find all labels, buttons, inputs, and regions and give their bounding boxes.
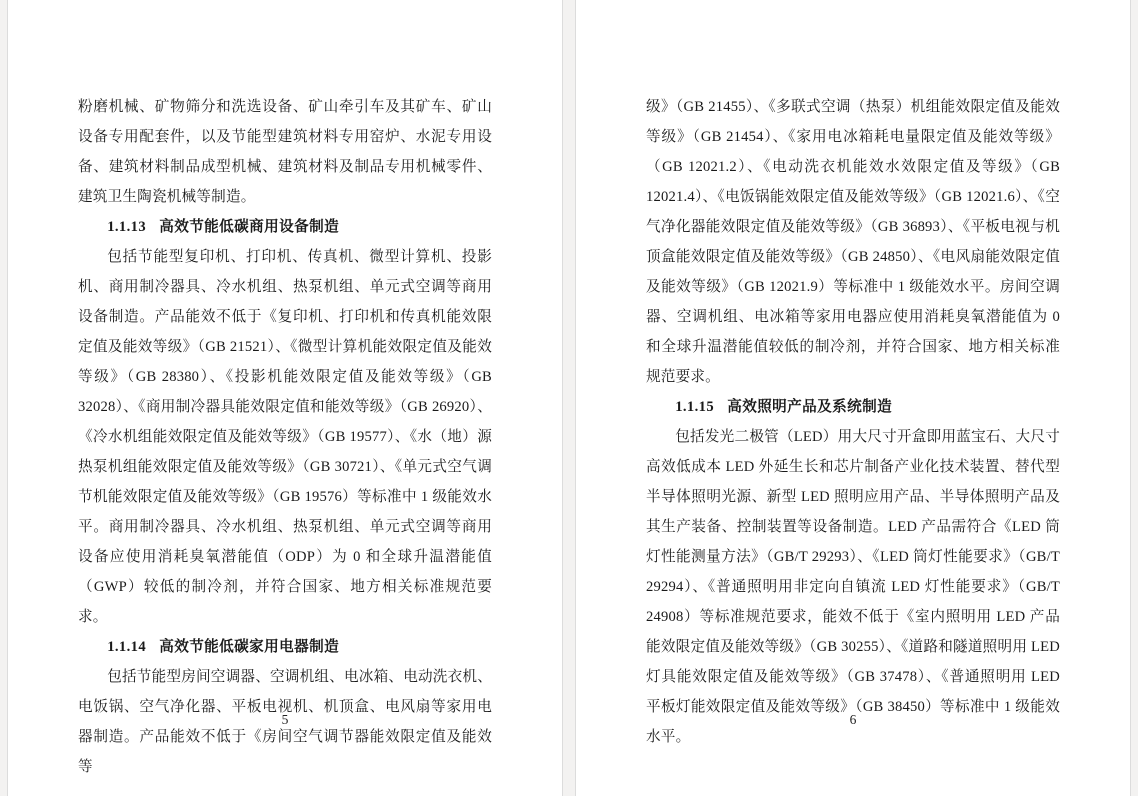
- paragraph: 粉磨机械、矿物筛分和洗选设备、矿山牵引车及其矿车、矿山设备专用配套件，以及节能型建筑材料专用窑炉、水泥专用设备、建筑材料制品成型机械、建筑材料及制品专用机械零件、建筑卫生陶瓷机械等制造。: [78, 99, 492, 205]
- section-number: 1.1.15: [675, 399, 715, 415]
- document-page: [576, 0, 1130, 796]
- paragraph: 级》（GB 21455）、《多联式空调（热泵）机组能效限定值及能效等级》（GB 21454）、《家用电冰箱耗电量限定值及能效等级》（GB 12021.2）、《电动洗衣机能效水效限定值及等级》（GB 12021.4）、《电饭锅能效限定值及能效等级》（GB 12021.6）、《空气净化器能效限定值及能效等级》（GB 36893）、《平板电视与机顶盒能效限定值及能效等级》（GB 24850）、《电风扇能效限定值及能效等级》（GB 12021.9）等标准中 1 级能效水平。房间空调器、空调机组、电冰箱等家用电器应使用消耗臭氧潜能值为 0 和全球升温潜能值较低的制冷剂，并符合国家、地方相关标准规范要求。: [646, 99, 1060, 385]
- page-number: 5: [281, 712, 289, 727]
- paragraph: 包括发光二极管（LED）用大尺寸开盒即用蓝宝石、大尺寸高效低成本 LED 外延生长和芯片制备产业化技术装置、替代型半导体照明光源、新型 LED 照明应用产品、半导体照明产品及其生产装备、控制装置等设备制造。LED 产品需符合《LED 筒灯性能测量方法》（GB/T 29293）、《LED 筒灯性能要求》（GB/T 29294）、《普通照明用非定向自镇流 LED 灯性能要求》（GB/T 24908）等标准规范要求，能效不低于《室内照明用 LED 产品能效限定值及能效等级》（GB 30255）、《道路和隧道照明用 LED 灯具能效限定值及能效等级》（GB 37478）、《普通照明用 LED 平板灯能效限定值及能效等级》（GB 38450）等标准中 1 级能效水平。: [646, 429, 1060, 745]
- paragraph: 包括节能型复印机、打印机、传真机、微型计算机、投影机、商用制冷器具、冷水机组、热泵机组、单元式空调等商用设备制造。产品能效不低于《复印机、打印机和传真机能效限定值及能效等级》（GB 21521）、《微型计算机能效限定值及能效等级》（GB 28380）、《投影机能效限定值及能效等级》（GB 32028）、《商用制冷器具能效限定值和能效等级》（GB 26920）、《冷水机组能效限定值及能效等级》（GB 19577）、《水（地）源热泵机组能效限定值及能效等级》（GB 30721）、《单元式空气调节机能效限定值及能效等级》（GB 19576）等标准中 1 级能效水平。商用制冷器具、冷水机组、热泵机组、单元式空调等商用设备应使用消耗臭氧潜能值（ODP）为 0 和全球升温潜能值（GWP）较低的制冷剂，并符合国家、地方相关标准规范要求。: [78, 249, 492, 625]
- section-heading: [78, 632, 492, 662]
- document-page: [8, 0, 562, 796]
- section-title: 高效节能低碳商用设备制造: [159, 219, 340, 235]
- paragraph: 包括节能型房间空调器、空调机组、电冰箱、电动洗衣机、电饭锅、空气净化器、平板电视机、机顶盒、电风扇等家用电器制造。产品能效不低于《房间空气调节器能效限定值及能效等: [78, 669, 492, 775]
- page-body: [78, 92, 492, 775]
- section-title: 高效节能低碳家用电器制造: [159, 639, 340, 655]
- page-body: [646, 92, 1060, 745]
- section-number: 1.1.13: [107, 219, 147, 235]
- section-heading: [78, 212, 492, 242]
- section-heading: [646, 392, 1060, 422]
- section-title: 高效照明产品及系统制造: [727, 399, 893, 415]
- page-number: 6: [849, 712, 857, 727]
- section-number: 1.1.14: [107, 639, 147, 655]
